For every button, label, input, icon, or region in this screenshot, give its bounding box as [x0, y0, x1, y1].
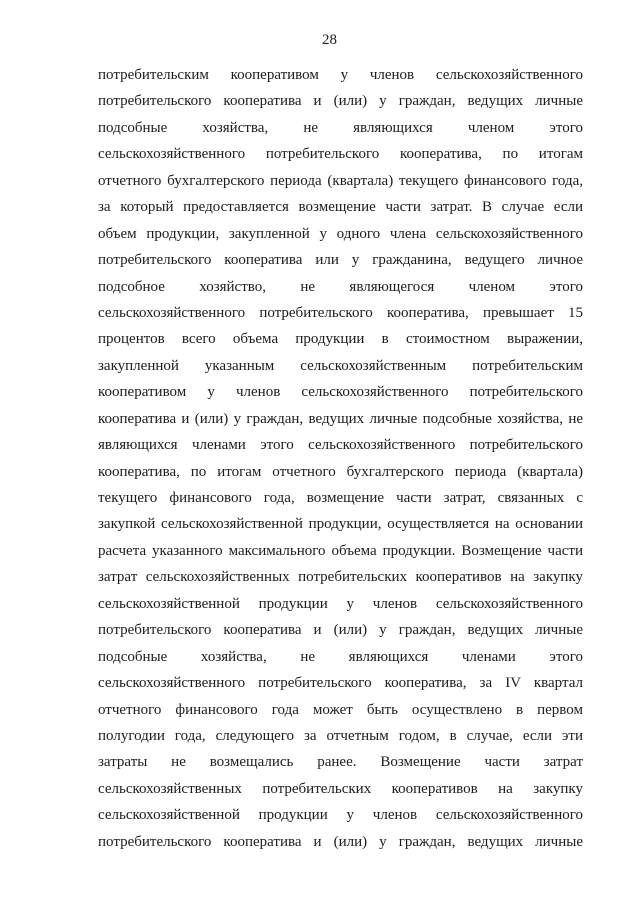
text-line: кооператива и (или) у граждан, ведущих личные подсобные хозяйства, не — [98, 410, 583, 427]
text-line: затрат сельскохозяйственных потребительских кооперативов на закупку — [98, 569, 583, 586]
text-line: кооперативом у членов сельскохозяйственного потребительского — [98, 384, 583, 401]
text-line: процентов всего объема продукции в стоимостном выражении, — [98, 331, 583, 348]
text-line: текущего финансового года, возмещение части затрат, связанных с — [98, 490, 583, 506]
text-line: сельскохозяйственной продукции у членов сельскохозяйственного — [98, 595, 583, 612]
text-line: закупкой сельскохозяйственной продукции, осуществляется на основании — [98, 516, 583, 533]
text-line: сельскохозяйственной продукции у членов сельскохозяйственного — [98, 807, 583, 824]
text-line: кооператива, по итогам отчетного бухгалтерского периода (квартала) — [98, 463, 583, 480]
text-line: потребительского кооператива и (или) у граждан, ведущих личные — [98, 93, 583, 110]
text-line: отчетного бухгалтерского периода (квартала) текущего финансового года, — [98, 172, 583, 189]
text-line: потребительского кооператива или у гражданина, ведущего личное — [98, 252, 583, 269]
text-line: подсобные хозяйства, не являющихся членом этого — [98, 119, 583, 136]
text-line: сельскохозяйственного потребительского кооператива, по итогам — [98, 146, 583, 163]
text-line: затраты не возмещались ранее. Возмещение части затрат — [98, 754, 583, 771]
text-line: за который предоставляется возмещение части затрат. В случае если — [98, 199, 583, 216]
text-line: потребительским кооперативом у членов сельскохозяйственного — [98, 67, 583, 83]
text-line: подсобное хозяйство, не являющегося членом этого — [98, 278, 583, 295]
text-line: сельскохозяйственного потребительского кооператива, превышает 15 — [98, 304, 583, 321]
page-number: 28 — [322, 32, 337, 48]
text-line: сельскохозяйственных потребительских кооперативов на закупку — [98, 780, 583, 797]
text-line: расчета указанного максимального объема продукции. Возмещение части — [98, 542, 583, 559]
text-line: являющихся членами этого сельскохозяйственного потребительского — [98, 437, 583, 454]
text-line: отчетного финансового года может быть осуществлено в первом — [98, 701, 583, 718]
body-text — [98, 62, 583, 855]
text-line: сельскохозяйственного потребительского кооператива, за IV квартал — [98, 675, 583, 692]
text-line: потребительского кооператива и (или) у граждан, ведущих личные — [98, 833, 583, 850]
text-line: закупленной указанным сельскохозяйственным потребительским — [98, 357, 583, 374]
text-line: объем продукции, закупленной у одного члена сельскохозяйственного — [98, 225, 583, 242]
text-line: полугодии года, следующего за отчетным годом, в случае, если эти — [98, 727, 583, 744]
text-line: потребительского кооператива и (или) у граждан, ведущих личные — [98, 622, 583, 639]
text-line: подсобные хозяйства, не являющихся членами этого — [98, 648, 583, 665]
